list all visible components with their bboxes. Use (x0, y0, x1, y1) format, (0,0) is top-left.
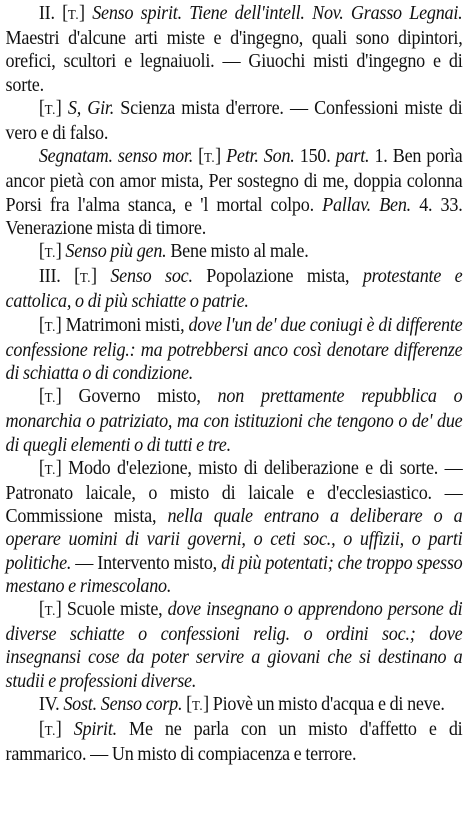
entry-paragraph-sense-iv (6, 693, 463, 718)
italic-gloss: S, Gir. (67, 97, 115, 119)
entry-paragraph-sense-iii-governo (6, 385, 463, 457)
source-abbrev: T. (79, 271, 92, 287)
entry-paragraph-sense-iv-spirit (6, 718, 463, 766)
body-text: II. [ (38, 3, 68, 24)
body-text: [ (193, 146, 204, 168)
body-text: 150. (294, 146, 336, 168)
body-text: III. [ (38, 266, 80, 288)
entry-paragraph-sense-iii-matrimoni (6, 314, 463, 386)
entry-paragraph-sense-iii-elezione (6, 457, 463, 598)
body-text: Bene misto al male. (166, 241, 309, 263)
source-abbrev: T. (44, 246, 56, 262)
italic-gloss: Segnatam. senso mor. (38, 146, 194, 168)
italic-gloss: nella quale entrano a deliberare o a operare uomini di varii governi, o ceti soc., o uffizii, o parti politiche. (5, 506, 463, 574)
italic-gloss: Petr. Son. (226, 146, 295, 168)
entry-paragraph-sense-mor (6, 145, 463, 240)
body-text: ] Matrimoni misti, (55, 314, 189, 336)
body-text: [ (38, 719, 45, 741)
italic-gloss: Senso più gen. (65, 241, 167, 263)
body-text: ] Modo d'elezione, misto di deliberazione e di sorte. — Patronato laicale, o misto di laicale e d'ecclesiastico. — Commissione mista, (5, 457, 463, 528)
body-text: Maestri d'alcune arti miste e d'ingegno, quali sono dipintori, orefici, scultori e legnaiuoli. — Giuochi misti d'ingegno e di sorte. (5, 28, 463, 96)
body-text: 1. Ben porìa ancor pietà con amor mista, Per sostegno di me, doppia colonna Porsi fra l'alma stanca, e 'l mortal colpo. (5, 146, 463, 216)
source-abbrev: T. (203, 151, 216, 167)
body-text: [ (38, 599, 45, 621)
body-text: ] (79, 3, 93, 24)
italic-gloss: Senso spirit. Tiene dell'intell. Nov. Grasso Legnai. (92, 3, 463, 24)
italic-gloss: Spirit. (73, 719, 117, 741)
body-text: ] (215, 146, 227, 168)
body-text: [ (38, 314, 45, 336)
source-abbrev: T. (44, 462, 56, 478)
source-abbrev: T. (44, 102, 56, 118)
body-text: ] (91, 266, 111, 288)
source-abbrev: T. (67, 8, 80, 23)
body-text: ] (55, 97, 68, 119)
body-text: IV. (38, 693, 64, 715)
body-text: [ (182, 693, 192, 715)
italic-gloss: dove insegnano o apprendono persone di diverse schiatte o confessioni relig. o ordini soc.; dove insegnansi cose da poter servire a giovani che si destinano a studii e professioni diverse. (5, 599, 463, 692)
source-abbrev: T. (191, 698, 204, 714)
italic-gloss: di più potentati; che troppo spesso mestano e rimescolano. (5, 552, 463, 597)
entry-paragraph-sense-piu-gen (6, 240, 463, 265)
body-text: [ (38, 97, 45, 119)
italic-gloss: protestante e cattolica, o di più schiatte o patrie. (5, 266, 463, 313)
italic-gloss: Pallav. Ben. (322, 194, 411, 216)
body-text: Popolazione mista, (192, 266, 363, 288)
entry-paragraph-sense-ii (6, 2, 463, 97)
source-abbrev: T. (44, 604, 56, 620)
body-text: — Intervento misto, (71, 552, 222, 574)
source-abbrev: T. (44, 724, 56, 740)
body-text: ] Governo misto, (55, 386, 218, 408)
italic-gloss: Sost. Senso corp. (63, 693, 183, 715)
body-text: 4. 33. Venerazione mista di timore. (5, 194, 463, 239)
entry-paragraph-sense-ii-errore (6, 97, 463, 145)
body-text: [ (38, 457, 45, 479)
body-text: Me ne parla con un misto d'affetto e di rammarico. — Un misto di compiacenza e terrore. (5, 719, 463, 766)
body-text: ] Piovè un misto d'acqua e di neve. (203, 693, 445, 715)
body-text: [ (38, 386, 45, 408)
italic-gloss: dove l'un de' due coniugi è di differente confessione relig.: ma potrebbersi anco così denotare differenze di schiatta o di condizione. (5, 314, 463, 385)
italic-gloss: Senso soc. (110, 266, 193, 288)
source-abbrev: T. (44, 319, 56, 335)
italic-gloss: part. (335, 146, 370, 168)
body-text: [ (38, 241, 45, 263)
entry-paragraph-sense-iii-scuole (6, 598, 463, 693)
body-text: ] (55, 719, 74, 741)
body-text: Scienza mista d'errore. — Confessioni miste di vero e di falso. (5, 97, 463, 145)
dictionary-entry-misto (6, 2, 463, 767)
body-text: ] Scuole miste, (55, 599, 168, 621)
body-text: ] (55, 241, 66, 263)
source-abbrev: T. (44, 391, 56, 407)
entry-paragraph-sense-iii (6, 265, 463, 313)
italic-gloss: non prettamente repubblica o monarchia o patriziato, ma con istituzioni che tengono o de' due di quegli elementi o di tutti e tre. (5, 386, 463, 456)
